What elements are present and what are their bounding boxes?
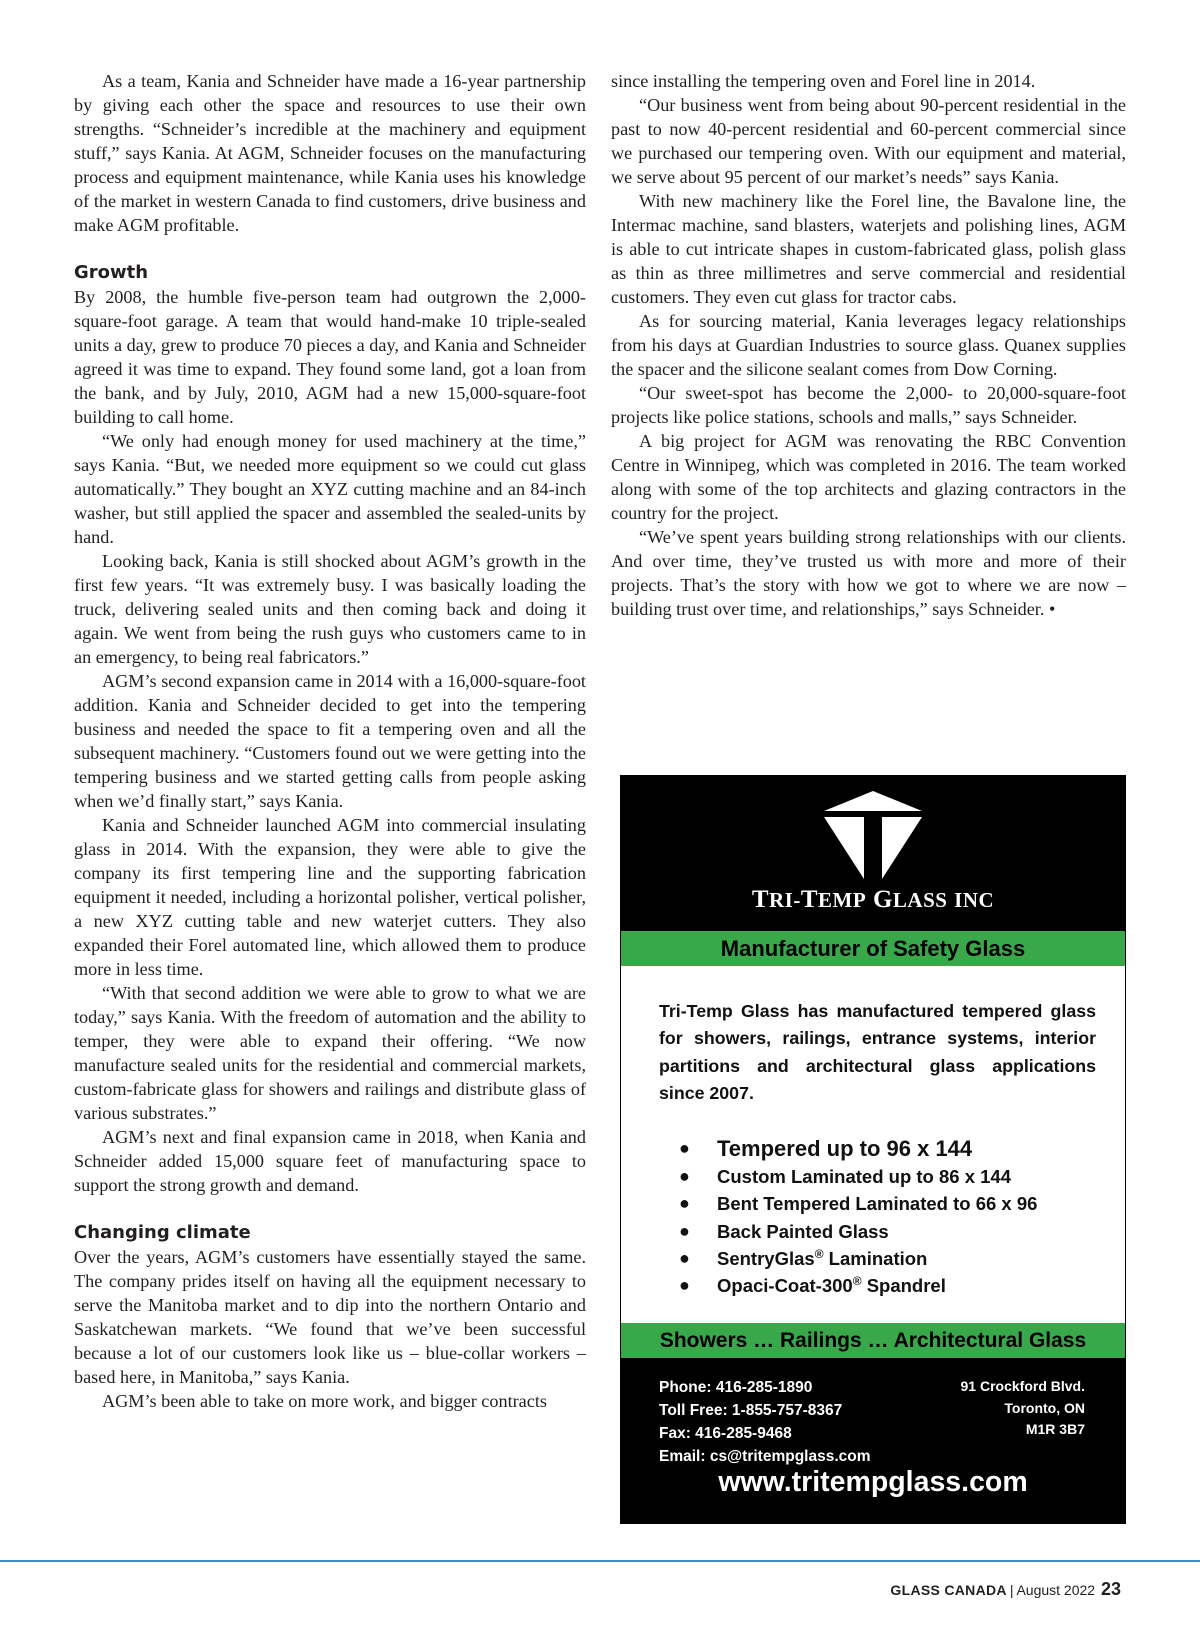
article-paragraph: By 2008, the humble five-person team had outgrown the 2,000-square-foot garage. A team that would hand-make 10 triple-sealed units a day, grew to produce 70 pieces a day, and Kania and Schneider agreed it was time to expand. They found some land, got a loan from the bank, and by July, 2010, AGM had a new 15,000-square-foot building to call home. [74,287,586,427]
bullet-icon: ● [679,1166,690,1186]
ad-tagline: Manufacturer of Safety Glass [621,931,1125,966]
bullet-icon: ● [679,1247,690,1268]
bullet-icon: ● [679,1220,690,1241]
section-heading-changing-climate: Changing climate [74,1222,251,1243]
ad-intro-text: Tri-Temp Glass has manufactured tempered glass for showers, railings, entrance systems, interior partitions and architectural glass applications since 2007. [659,1001,1096,1103]
article-paragraph: AGM’s been able to take on more work, and bigger contracts [102,1391,547,1411]
article-paragraph: Looking back, Kania is still shocked about AGM’s growth in the first few years. “It was extremely busy. I was basically loading the truck, delivering sealed units and then coming back and doing it again. We went from being the rush guys who customers came to in an emergency, to being real fabricators.” [74,551,586,667]
article-paragraph: As a team, Kania and Schneider have made a 16-year partnership by giving each other the space and resources to use their own strengths. “Schneider’s incredible at the machinery and equipment stuff,” says Kania. At AGM, Schneider focuses on the manufacturing process and equipment maintenance, while Kania uses his knowledge of the market in western Canada to find customers, drive business and make AGM profitable. [74,71,586,235]
ad-feature-list [679,1134,1037,1299]
tri-temp-logo-icon [824,791,922,881]
list-item: ● Custom Laminated up to 86 x 144 [679,1163,1037,1190]
bullet-icon: ● [679,1193,690,1214]
ad-phone: Phone: 416-285-1890 [659,1379,813,1396]
article-paragraph: “Our sweet-spot has become the 2,000- to 20,000-square-foot projects like police stations, schools and malls,” says Schneider. [611,383,1126,427]
ad-toll-free: Toll Free: 1-855-757-8367 [659,1402,843,1419]
article-left-column [74,69,586,1413]
ad-body [621,966,1125,1323]
ad-email: Email: cs@tritempglass.com [659,1448,871,1465]
bullet-icon: ● [679,1275,690,1296]
ad-products-band: Showers … Railings … Architectural Glass [621,1323,1125,1358]
issue-date: August 2022 [1016,1582,1096,1598]
list-item: ● Opaci-Coat-300® Spandrel [679,1272,1037,1299]
magazine-name: GLASS CANADA [890,1582,1007,1598]
ad-contact-info [659,1376,871,1468]
list-item: ● SentryGlas® Lamination [679,1245,1037,1272]
article-paragraph: “We only had enough money for used machinery at the time,” says Kania. “But, we needed more equipment so we could cut glass automatically.” They bought an XYZ cutting machine and an 84-inch washer, but still applied the spacer and assembled the sealed-units by hand. [74,431,586,547]
article-paragraph: AGM’s second expansion came in 2014 with a 16,000-square-foot addition. Kania and Schneider decided to get into the tempering business and needed the space to fit a tempering oven and all the subsequent machinery. “Customers found out we were getting into the tempering business and we started getting calls from people asking when we’d finally start,” says Kania. [74,671,586,811]
section-heading-growth: Growth [74,262,149,283]
list-item: ● Back Painted Glass [679,1218,1037,1245]
article-paragraph: since installing the tempering oven and Forel line in 2014. [611,71,1036,91]
article-paragraph: Over the years, AGM’s customers have essentially stayed the same. The company prides itself on having all the equipment necessary to serve the Manitoba market and to dip into the northern Ontario and Saskatchewan markets. “We found that we’ve been successful because a lot of our customers look like us – blue-collar workers – based here, in Manitoba,” says Kania. [74,1247,586,1387]
article-paragraph: With new machinery like the Forel line, the Bavalone line, the Intermac machine, sand blasters, waterjets and polishing lines, AGM is able to cut intricate shapes in custom-fabricated glass, polish glass as thin as three millimetres and serve commercial and residential customers. They even cut glass for tractor cabs. [611,191,1126,307]
article-paragraph: A big project for AGM was renovating the RBC Convention Centre in Winnipeg, which was completed in 2016. The team worked along with some of the top architects and glazing contractors in the country for the project. [611,431,1126,523]
bullet-icon: ● [679,1138,690,1158]
article-paragraph: “Our business went from being about 90-percent residential in the past to now 40-percent residential and 60-percent commercial since we purchased our tempering oven. With our equipment and material, we serve about 95 percent of our market’s needs” says Kania. [611,95,1126,187]
article-paragraph: “We’ve spent years building strong relationships with our clients. And over time, they’ve trusted us with more and more of their projects. That’s the story with how we got to where we are now – building trust over time, and relationships,” says Schneider. • [611,527,1126,619]
list-item: ● Tempered up to 96 x 144 [679,1136,973,1161]
list-item: ● Bent Tempered Laminated to 66 x 96 [679,1190,1037,1217]
page-number: 23 [1100,1579,1121,1599]
article-right-column [611,69,1126,621]
ad-company-name: TRI-TEMP GLASS INC [751,886,995,913]
ad-address: 91 Crockford Blvd. Toronto, ON M1R 3B7 [960,1378,1085,1437]
ad-fax: Fax: 416-285-9468 [659,1425,792,1442]
footer-divider [0,1560,1200,1562]
article-paragraph: “With that second addition we were able to grow to what we are today,” says Kania. With the freedom of automation and the ability to temper, they were able to expand their offering. “We now manufacture sealed units for the residential and commercial markets, custom-fabricate glass for showers and railings and distribute glass of various substrates.” [74,983,586,1123]
article-paragraph: AGM’s next and final expansion came in 2018, when Kania and Schneider added 15,000 square feet of manufacturing space to support the strong growth and demand. [74,1127,586,1195]
article-paragraph: As for sourcing material, Kania leverages legacy relationships from his days at Guardian Industries to source glass. Quanex supplies the spacer and the silicone sealant comes from Dow Corning. [611,311,1126,379]
footer-separator: | [1009,1582,1014,1598]
article-paragraph: Kania and Schneider launched AGM into commercial insulating glass in 2014. With the expansion, they were able to give the company its first tempering line and the supporting fabrication equipment it needed, including a horizontal polisher, vertical polisher, a new XYZ cutting table and new waterjet cutters. They also expanded their Forel automated line, which allowed them to produce more in less time. [74,815,586,979]
tri-temp-advertisement [620,775,1126,1524]
ad-header [621,776,1125,931]
ad-website: www.tritempglass.com [718,1466,1028,1498]
page-footer [890,1579,1121,1600]
